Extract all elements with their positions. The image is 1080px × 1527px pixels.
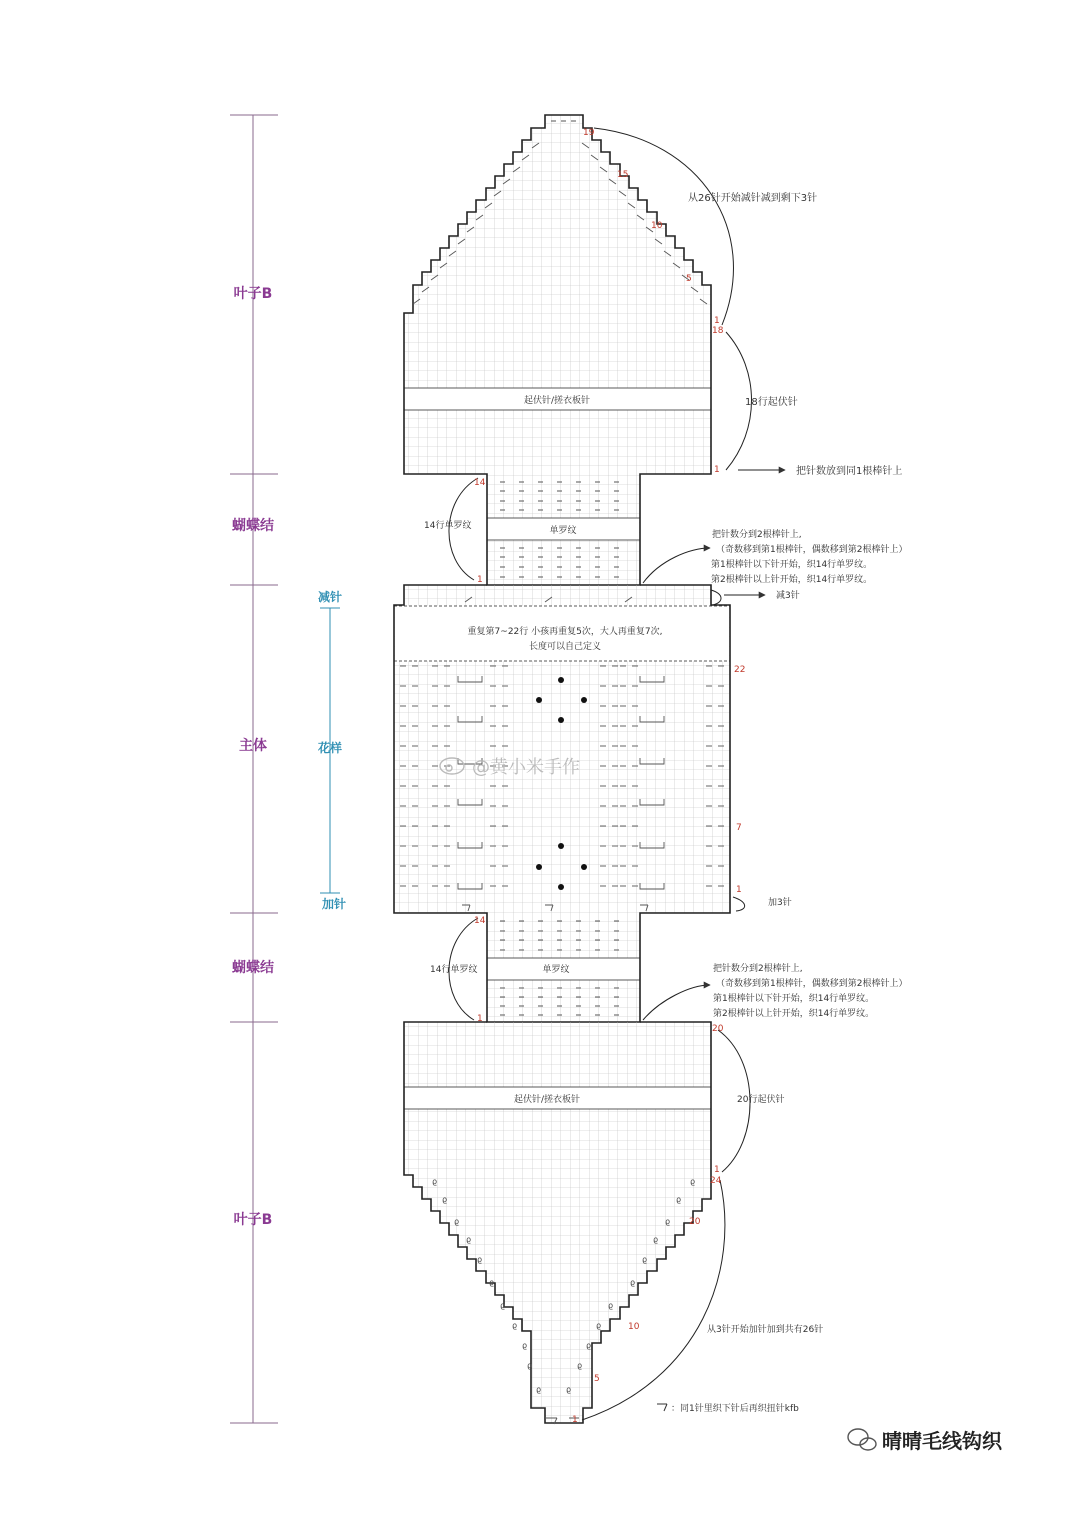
note-split-top-2: （奇数移到第1根棒针，偶数移到第2根棒针上） [716, 545, 908, 555]
row-num: 20 [712, 1024, 724, 1034]
leaf-bottom-chart [404, 1022, 711, 1424]
note-split-top-1: 把针数分到2根棒针上, [712, 530, 802, 540]
band-repeat-1: 重复第7~22行 小孩再重复5次，大人再重复7次, [467, 627, 663, 637]
note-kfb: ：同1针里织下针后再织扭针kfb [671, 1404, 799, 1414]
svg-text:ϱ: ϱ [653, 1235, 659, 1244]
row-num: 5 [686, 274, 692, 284]
section-bow-bottom: 蝴蝶结 [232, 960, 274, 976]
row-num: 5 [594, 1374, 600, 1384]
note-dec3: 减3针 [776, 591, 800, 601]
svg-text:ϱ: ϱ [477, 1255, 483, 1264]
watermark-bottom: 晴晴毛线钩织 [882, 1429, 1002, 1453]
row-num: 1 [714, 465, 720, 475]
note-bottom-increase: 从3针开始加针加到共有26针 [707, 1325, 824, 1335]
row-num: 1 [572, 1415, 578, 1425]
note-split-bottom-3: 第1根棒针以下针开始，织14行单罗纹。 [713, 994, 875, 1004]
watermark-center: @黄小米手作 [472, 757, 580, 778]
svg-text:ϱ: ϱ [690, 1177, 696, 1186]
row-num: 14 [474, 916, 486, 926]
note-inc3: 加3针 [768, 898, 792, 908]
section-body: 主体 [239, 738, 267, 754]
svg-text:ϱ: ϱ [665, 1217, 671, 1226]
section-leaf-top: 叶子B [233, 286, 273, 302]
note-top-garter: 18行起伏针 [745, 397, 798, 408]
row-num: 22 [734, 665, 746, 675]
marker-increase: 加针 [321, 897, 347, 911]
wechat-icon [848, 1429, 876, 1450]
svg-text:ϱ: ϱ [512, 1321, 518, 1330]
svg-text:ϱ: ϱ [596, 1321, 602, 1330]
row-num: 1 [736, 885, 742, 895]
svg-text:ϱ: ϱ [527, 1361, 533, 1370]
note-split-top-3: 第1根棒针以下针开始，织14行单罗纹。 [711, 560, 873, 570]
svg-text:ϱ: ϱ [566, 1385, 572, 1394]
note-split-top-4: 第2根棒针以上针开始，织14行单罗纹。 [711, 575, 873, 585]
marker-decrease: 减针 [317, 590, 343, 604]
band-garter-top: 起伏针/搓衣板针 [523, 396, 591, 406]
note-split-bottom-4: 第2根棒针以上针开始，织14行单罗纹。 [713, 1009, 875, 1019]
section-leaf-bottom: 叶子B [233, 1212, 273, 1228]
row-num: 10 [628, 1322, 640, 1332]
row-num: 1 [477, 575, 483, 585]
row-num: 1 [714, 316, 720, 326]
band-rib-bottom: 单罗纹 [542, 965, 570, 975]
svg-text:ϱ: ϱ [442, 1195, 448, 1204]
row-num: 10 [651, 221, 663, 231]
svg-text:ϱ: ϱ [522, 1341, 528, 1350]
svg-text:ϱ: ϱ [489, 1278, 495, 1287]
svg-text:ϱ: ϱ [642, 1255, 648, 1264]
svg-text:ϱ: ϱ [432, 1177, 438, 1186]
band-rib-top: 单罗纹 [549, 526, 577, 536]
note-top-transfer: 把针数放到同1根棒针上 [796, 466, 903, 477]
note-rib-top: 14行单罗纹 [424, 521, 472, 531]
section-bow-top: 蝴蝶结 [232, 518, 274, 534]
note-top-decrease: 从26针开始减针减到剩下3针 [688, 193, 818, 204]
row-num: 14 [474, 478, 486, 488]
row-num: 19 [583, 128, 595, 138]
row-num: 18 [712, 326, 724, 336]
svg-text:ϱ: ϱ [630, 1278, 636, 1287]
svg-text:ϱ: ϱ [454, 1217, 460, 1226]
svg-text:ϱ: ϱ [577, 1361, 583, 1370]
svg-text:ϱ: ϱ [536, 1385, 542, 1394]
leaf-top-chart [404, 115, 711, 585]
note-rib-bottom: 14行单罗纹 [430, 965, 478, 975]
svg-text:ϱ: ϱ [586, 1341, 592, 1350]
svg-text:ϱ: ϱ [466, 1235, 472, 1244]
note-split-bottom-1: 把针数分到2根棒针上, [713, 964, 803, 974]
row-num: 1 [477, 1014, 483, 1024]
svg-text:ϱ: ϱ [608, 1301, 614, 1310]
svg-text:ϱ: ϱ [500, 1301, 506, 1310]
svg-text:ϱ: ϱ [676, 1195, 682, 1204]
row-num: 20 [689, 1217, 701, 1227]
kfb-symbol-icon [657, 1404, 667, 1411]
note-bottom-garter: 20行起伏针 [737, 1095, 785, 1105]
band-garter-bottom: 起伏针/搓衣板针 [513, 1095, 581, 1105]
band-repeat-2: 长度可以自己定义 [528, 642, 602, 652]
note-split-bottom-2: （奇数移到第1根棒针，偶数移到第2根棒针上） [716, 979, 908, 989]
row-num: 1 [714, 1165, 720, 1175]
row-num: 7 [736, 823, 742, 833]
row-num: 15 [617, 170, 629, 180]
row-num: 24 [710, 1176, 722, 1186]
marker-pattern: 花样 [317, 741, 343, 755]
